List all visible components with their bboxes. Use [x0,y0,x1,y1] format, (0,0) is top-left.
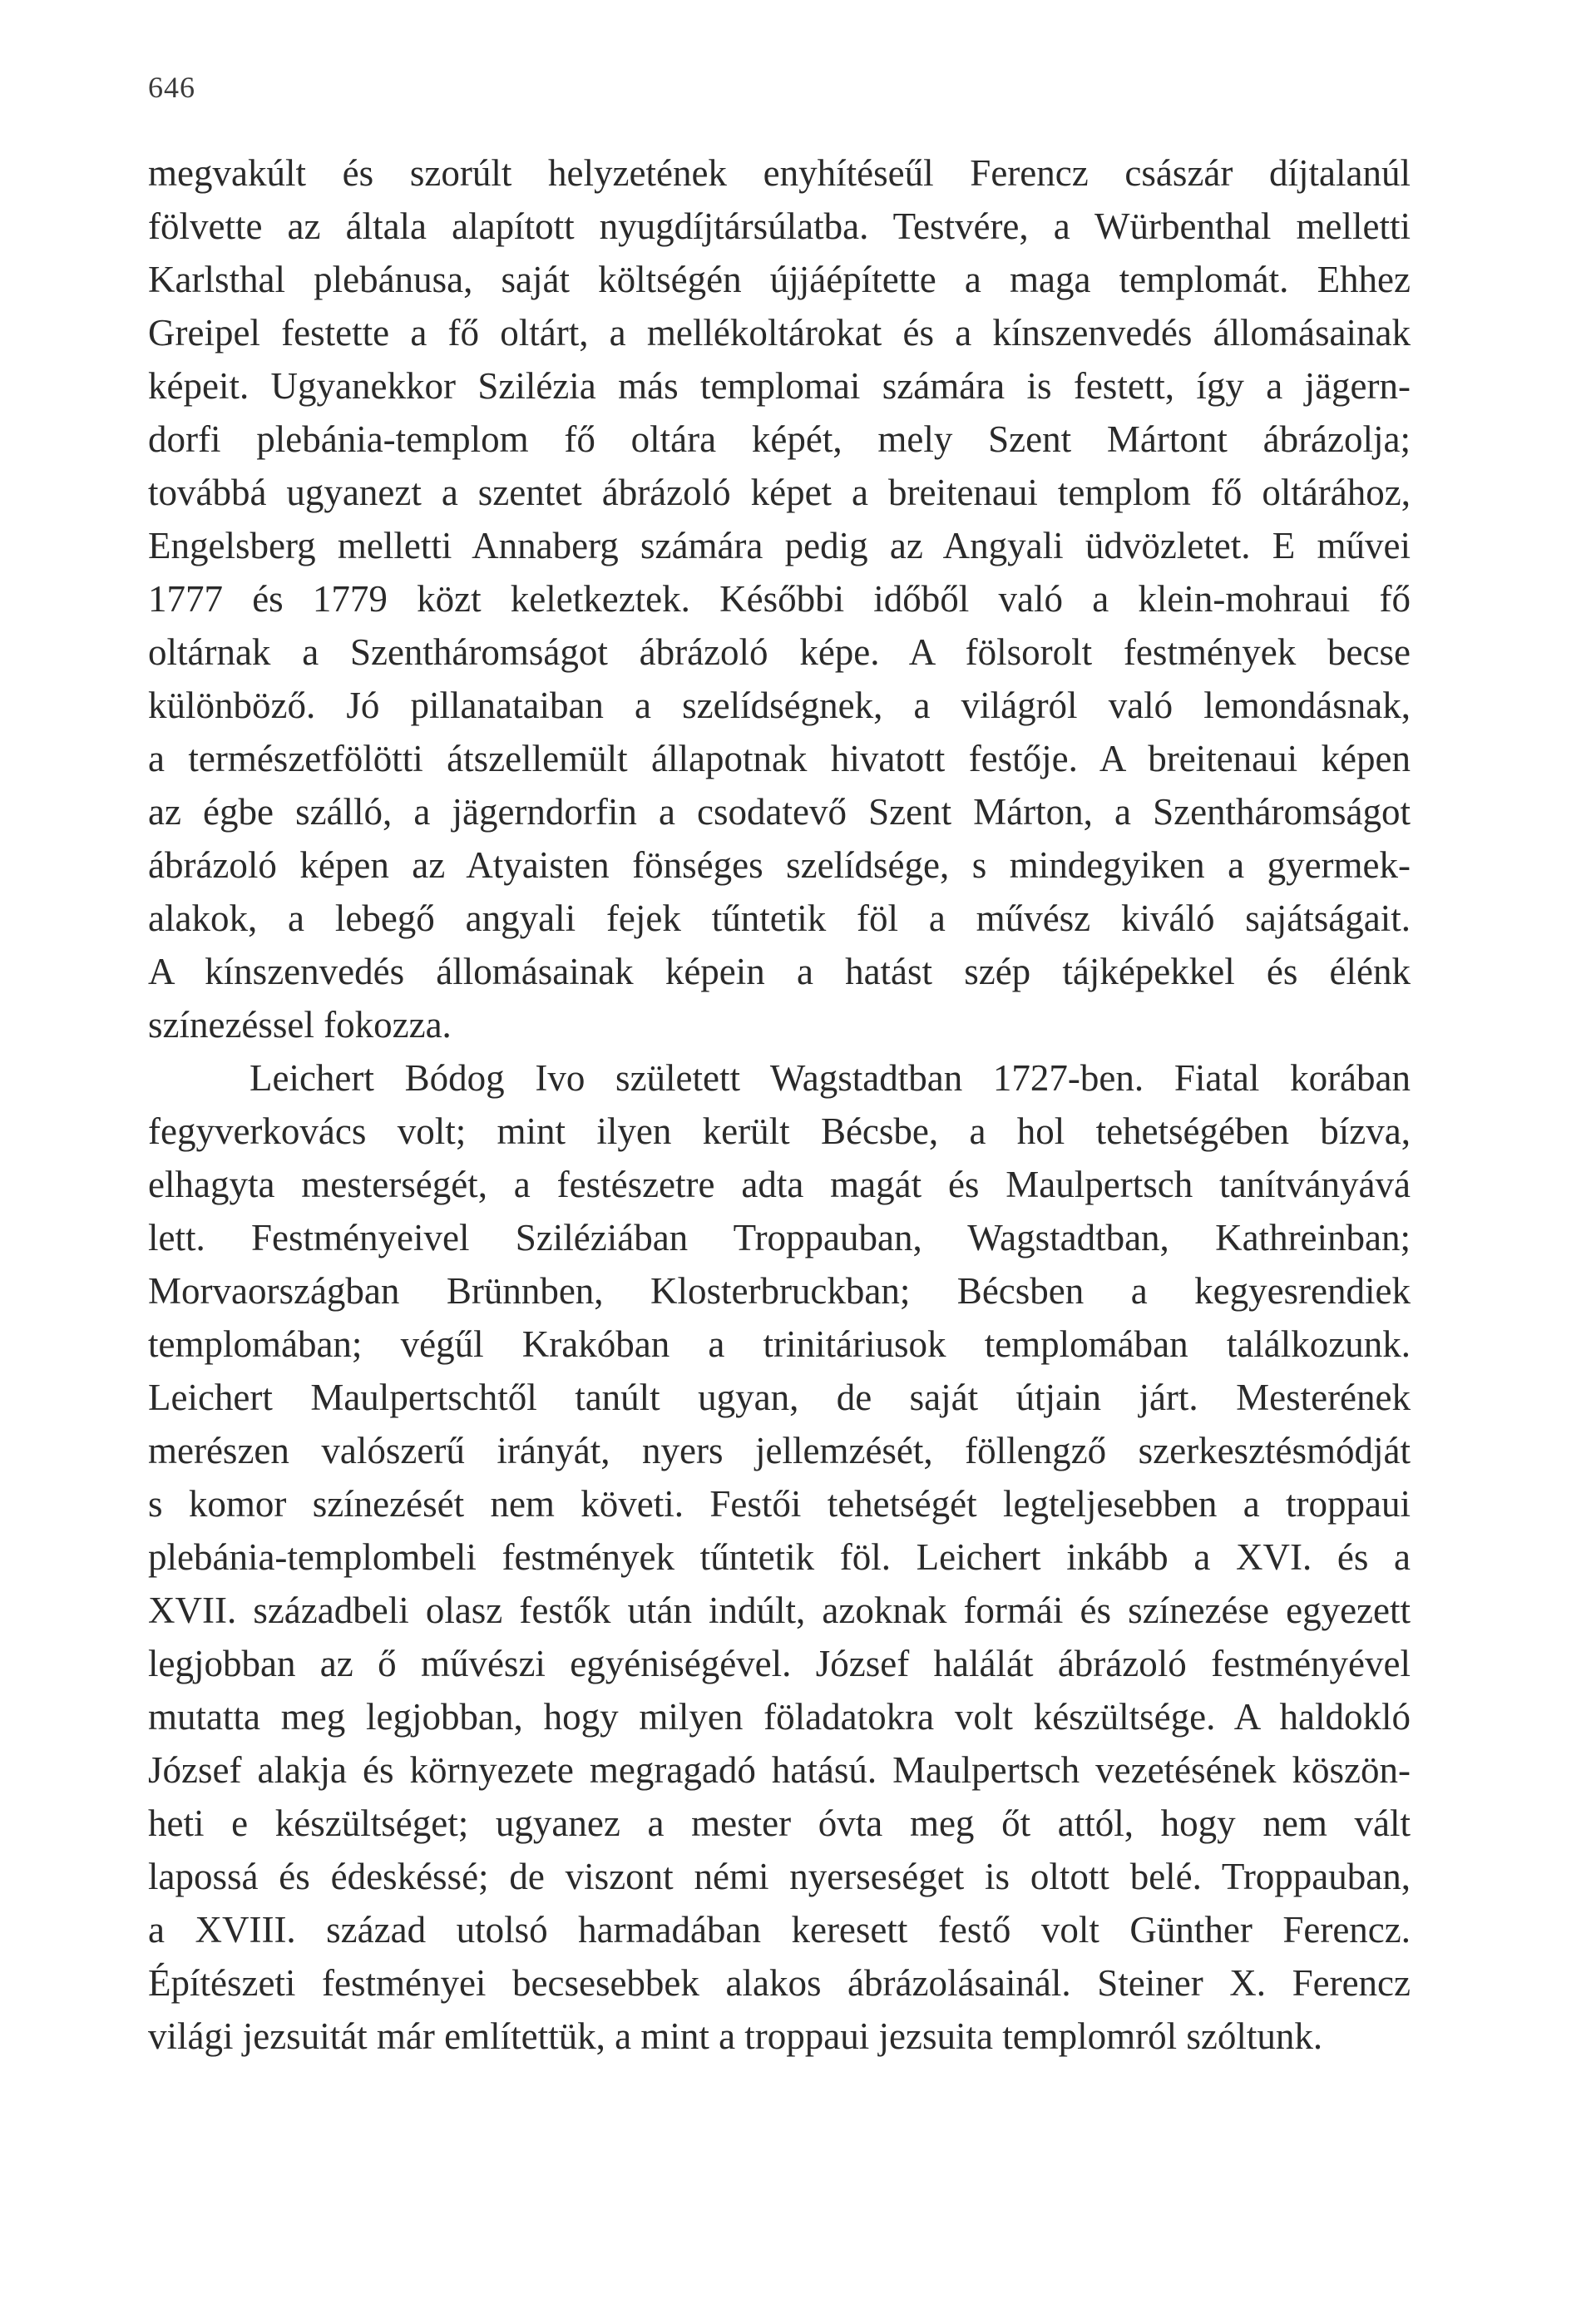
text-line: 1777 és 1779 közt keletkeztek. Későbbi időből való a klein-mohraui fő [148,578,1411,620]
text-line: s komor színezését nem követi. Festői tehetségét legteljesebben a troppaui [148,1483,1411,1525]
text-line: József alakja és környezete megragadó hatású. Maulpertsch vezetésének köszön- [148,1749,1411,1791]
text-line: merészen valószerű irányát, nyers jellemzését, föllengző szerkesztésmódját [148,1430,1411,1471]
text-line: megvakúlt és szorúlt helyzetének enyhítéseűl Ferencz császár díjtalanúl [148,152,1411,194]
text-line: az égbe szálló, a jägerndorfin a csodatevő Szent Márton, a Szentháromságot [148,791,1411,833]
text-line: elhagyta mesterségét, a festészetre adta magát és Maulpertsch tanítványává [148,1164,1411,1205]
text-line: Karlsthal plebánusa, saját költségén újjáépítette a maga templomát. Ehhez [148,259,1411,300]
text-line: mutatta meg legjobban, hogy milyen föladatokra volt készültsége. A haldokló [148,1696,1411,1738]
text-line: templomában; végűl Krakóban a trinitáriusok templomában találkozunk. [148,1323,1411,1365]
text-line: ábrázoló képen az Atyaisten fönséges szelídsége, s mindegyiken a gyermek- [148,844,1411,886]
paragraph-2 [148,1051,1411,2063]
text-line: oltárnak a Szentháromságot ábrázoló képe. A fölsorolt festmények becse [148,631,1411,673]
text-line: Greipel festette a fő oltárt, a mellékoltárokat és a kínszenvedés állomásainak [148,312,1411,354]
text-line: lapossá és édeskéssé; de viszont némi nyerseséget is oltott belé. Troppauban, [148,1856,1411,1897]
text-line: a XVIII. század utolsó harmadában keresett festő volt Günther Ferencz. [148,1909,1411,1951]
text-line: Leichert Maulpertschtől tanúlt ugyan, de saját útjain járt. Mesterének [148,1377,1411,1418]
text-line: Morvaországban Brünnben, Klosterbruckban; Bécsben a kegyesrendiek [148,1270,1411,1312]
text-line: alakok, a lebegő angyali fejek tűntetik föl a művész kiváló sajátságait. [148,897,1411,939]
text-line: Leichert Bódog Ivo született Wagstadtban 1727-ben. Fiatal korában [250,1057,1411,1099]
text-line: különböző. Jó pillanataiban a szelídségnek, a világról való lemondásnak, [148,685,1411,726]
text-line: Engelsberg melletti Annaberg számára pedig az Angyali üdvözletet. E művei [148,525,1411,566]
page-number: 646 [148,71,195,104]
text-line: világi jezsuitát már említettük, a mint a troppaui jezsuita templomról szóltunk. [148,2015,1323,2057]
text-line: továbbá ugyanezt a szentet ábrázoló képet a breitenaui templom fő oltárához, [148,472,1411,513]
text-line: fölvette az általa alapított nyugdíjtársúlatba. Testvére, a Würbenthal melletti [148,205,1411,247]
text-line: a természetfölötti átszellemült állapotnak hivatott festője. A breitenaui képen [148,738,1411,779]
text-line: plebánia-templombeli festmények tűntetik föl. Leichert inkább a XVI. és a [148,1536,1411,1578]
paragraph-1 [148,146,1411,1051]
text-line: Építészeti festményei becsesebbek alakos ábrázolásainál. Steiner X. Ferencz [148,1962,1411,2004]
text-line: heti e készültséget; ugyanez a mester óvta meg őt attól, hogy nem vált [148,1802,1411,1844]
text-line: A kínszenvedés állomásainak képein a hatást szép tájképekkel és élénk [148,951,1411,992]
body-text [148,146,1411,2063]
text-line: színezéssel fokozza. [148,1004,452,1046]
text-line: dorfi plebánia-templom fő oltára képét, mely Szent Mártont ábrázolja; [148,418,1411,460]
text-line: képeit. Ugyanekkor Szilézia más templomai számára is festett, így a jägern- [148,365,1411,407]
text-line: XVII. századbeli olasz festők után indúlt, azoknak formái és színezése egyezett [148,1590,1411,1631]
text-line: legjobban az ő művészi egyéniségével. József halálát ábrázoló festményével [148,1643,1411,1684]
text-line: fegyverkovács volt; mint ilyen került Bécsbe, a hol tehetségében bízva, [148,1110,1411,1152]
text-line: lett. Festményeivel Sziléziában Troppauban, Wagstadtban, Kathreinban; [148,1217,1411,1258]
